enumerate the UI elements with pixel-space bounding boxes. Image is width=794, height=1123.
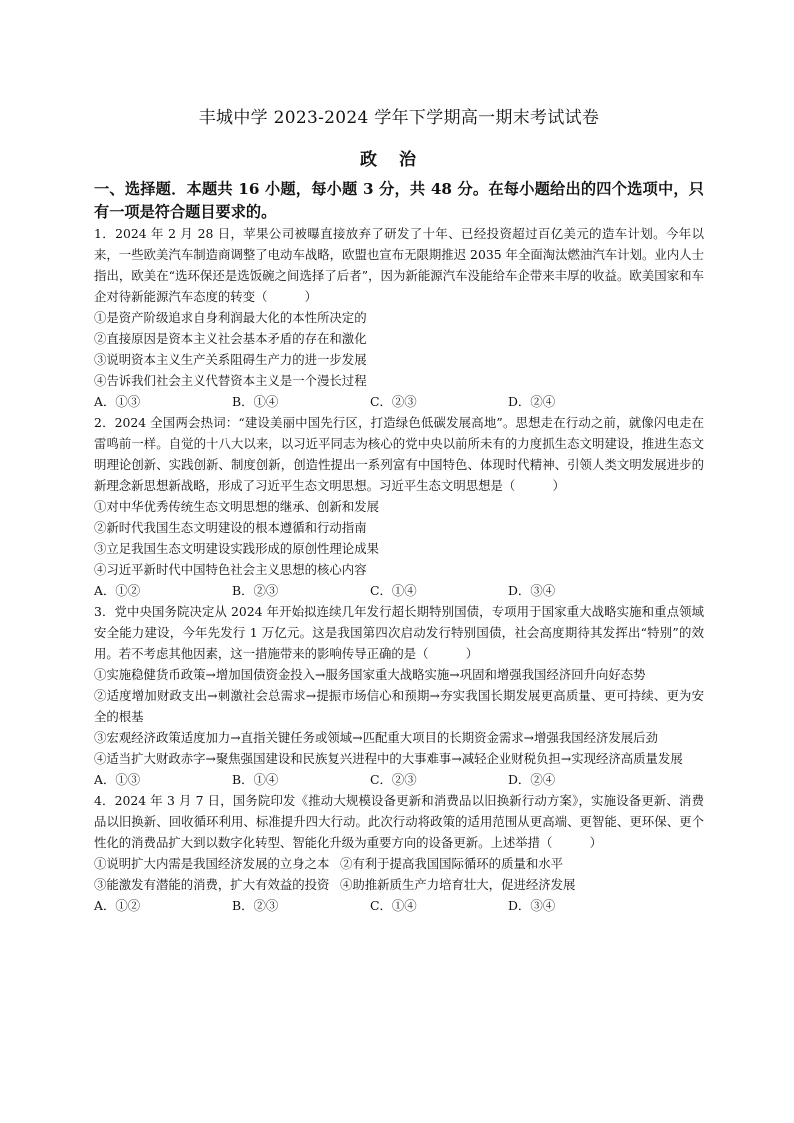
statement: ①说明扩大内需是我国经济发展的立身之本	[94, 856, 330, 871]
question-1	[94, 223, 704, 412]
question-stem: 1．2024 年 2 月 28 日，苹果公司被曝直接放弃了研发了十年、已经投资超过百亿美元的造车计划。今年以来，一些欧美汽车制造商调整了电动车战略，欧盟也宣布无限期推迟 2035 年全面淘汰燃油汽车计划。业内人士指出，欧美在“选环保还是选饭碗之间选择了后者”，因为新能源汽车没能给车企带来丰厚的收益。欧美国家和车企对待新能源汽车态度的转变（ ）	[94, 226, 704, 304]
statement: ①实施稳健货币政策→增加国债资金投入→服务国家重大战略实施→巩固和增强我国经济回升向好态势	[94, 667, 646, 682]
option-a: A．①②	[94, 898, 141, 913]
subject-title	[94, 145, 704, 170]
question-4	[94, 790, 704, 916]
question-2	[94, 412, 704, 601]
statement: ②有利于提高我国国际循环的质量和水平	[340, 856, 564, 871]
question-stem: 2．2024 全国两会热词：“建设美丽中国先行区，打造绿色低碳发展高地”。思想走在行动之前，就像闪电走在雷鸣前一样。自觉的十八大以来，以习近平同志为核心的党中央以前所未有的力度抓生态文明建设，推进生态文明理论创新、实践创新、制度创新，创造性提出一系列富有中国特色、体现时代精神、引领人类文明发展进步的新理念新思想新战略，形成了习近平生态文明思想。习近平生态文明思想是（ ）	[94, 415, 704, 493]
option-d: D．③④	[508, 583, 556, 598]
statement: ②新时代我国生态文明建设的根本遵循和行动指南	[94, 520, 367, 535]
statement: ③立足我国生态文明建设实践形成的原创性理论成果	[94, 541, 379, 556]
answer-options	[94, 580, 704, 601]
statement: ③能激发有潜能的消费，扩大有效益的投资	[94, 877, 330, 892]
option-b: B．①④	[232, 772, 279, 787]
option-a: A．①③	[94, 394, 141, 409]
question-stem: 3．党中央国务院决定从 2024 年开始拟连续几年发行超长期特别国债，专项用于国家重大战略实施和重点领域安全能力建设，今年先发行 1 万亿元。这是我国第四次启动发行特别国债，社会高度期待其发挥出“特别”的效用。若不考虑其他因素，这一措施带来的影响传导正确的是（ ）	[94, 604, 704, 661]
answer-options	[94, 769, 704, 790]
option-a: A．①③	[94, 772, 141, 787]
option-b: B．①④	[232, 394, 279, 409]
statement: ④告诉我们社会主义代替资本主义是一个漫长过程	[94, 373, 367, 388]
option-b: B．②③	[232, 898, 279, 913]
answer-options	[94, 391, 704, 412]
option-b: B．②③	[232, 583, 279, 598]
option-c: C．②③	[370, 394, 417, 409]
subject-label: 政治	[360, 150, 438, 170]
section-heading: 一、选择题．本题共 16 小题，每小题 3 分，共 48 分。在每小题给出的四个选项中，只有一项是符合题目要求的。	[94, 180, 704, 221]
statement: ②适度增加财政支出→刺激社会总需求→提振市场信心和预期→夯实我国长期发展更高质量、更可持续、更为安全的根基	[94, 688, 704, 724]
statement: ④习近平新时代中国特色社会主义思想的核心内容	[94, 562, 367, 577]
question-3	[94, 601, 704, 790]
statement: ①是资产阶级追求自身利润最大化的本性所决定的	[94, 310, 367, 325]
statement: ③说明资本主义生产关系阻碍生产力的进一步发展	[94, 352, 367, 367]
questions-list	[94, 223, 704, 916]
statement: ④助推新质生产力培育壮大，促进经济发展	[340, 877, 576, 892]
statement: ②直接原因是资本主义社会基本矛盾的存在和激化	[94, 331, 367, 346]
question-stem: 4．2024 年 3 月 7 日，国务院印发《推动大规模设备更新和消费品以旧换新行动方案》，实施设备更新、消费品以旧换新、回收循环利用、标准提升四大行动。此次行动将政策的适用范围从更高端、更智能、更环保、更个性化的消费品扩大到以数字化转型、智能化升级为重要方向的设备更新。上述举措（ ）	[94, 793, 704, 850]
statement: ③宏观经济政策适度加力→直指关键任务或领域→匹配重大项目的长期资金需求→增强我国经济发展后劲	[94, 730, 658, 745]
statement: ④适当扩大财政赤字→聚焦强国建设和民族复兴进程中的大事难事→减轻企业财税负担→实现经济高质量发展	[94, 751, 683, 766]
statement: ①对中华优秀传统生态文明思想的继承、创新和发展	[94, 499, 379, 514]
option-c: C．②③	[370, 772, 417, 787]
statement-row	[94, 874, 704, 895]
option-c: C．①④	[370, 898, 417, 913]
answer-options	[94, 895, 704, 916]
statement-row	[94, 853, 704, 874]
option-c: C．①④	[370, 583, 417, 598]
option-d: D．③④	[508, 898, 556, 913]
option-d: D．②④	[508, 394, 556, 409]
exam-title: 丰城中学 2023-2024 学年下学期高一期末考试试卷	[198, 108, 600, 128]
option-d: D．②④	[508, 772, 556, 787]
option-a: A．①②	[94, 583, 141, 598]
